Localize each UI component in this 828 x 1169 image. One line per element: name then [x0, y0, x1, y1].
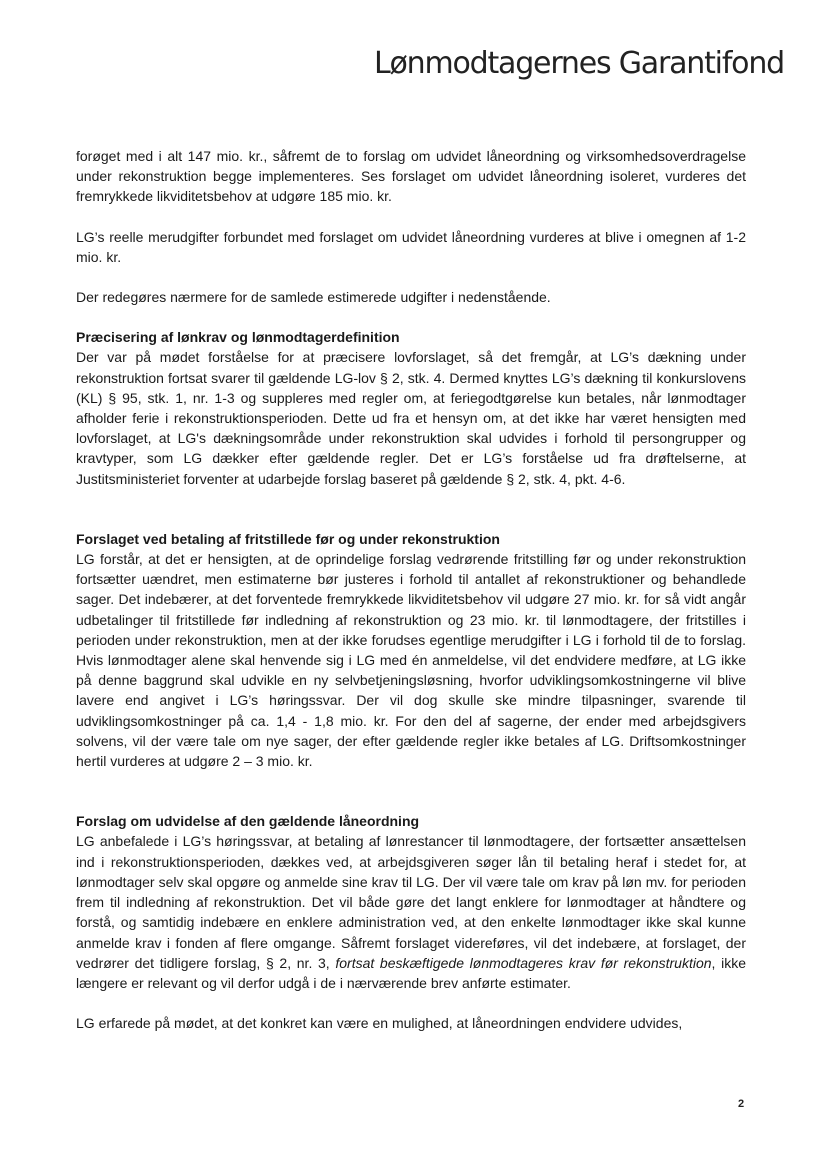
paragraph: LG’s reelle merudgifter forbundet med forslaget om udvidet låneordning vurderes at blive i omegnen af 1-2 mio. kr.	[76, 228, 746, 265]
paragraph: forøget med i alt 147 mio. kr., såfremt de to forslag om udvidet låneordning og virksomhedsoverdragelse under rekonstruktion begge implementeres. Ses forslaget om udvidet låneordning isoleret, vurderes det fremrykkede likviditetsbehov at udgøre 185 mio. kr.	[76, 148, 746, 205]
italic-term: fortsat beskæftigede lønmodtageres krav før rekonstruktion	[335, 954, 712, 971]
section-body: Der var på mødet forståelse for at præcisere lovforslaget, så det fremgår, at LG’s dækning under rekonstruktion fortsat svarer til gældende LG-lov § 2, stk. 4. Dermed knyttes LG’s dækning til konkurslovens (KL) § 95, stk. 1, nr. 1-3 og suppleres med regler om, at feriegodtgørelse kun betales, når lønmodtager afholder ferie i rekonstruktionsperioden. Dette ud fra et hensyn om, at det ikke har været hensigten med lovforslaget, at LG's dækningsområde under rekonstruktion skal udvides i forhold til persongrupper og kravtyper, som LG dækker efter gældende regler. Det er LG’s forståelse ud fra drøftelserne, at Justitsministeriet forventer at udarbejde forslag baseret på gældende § 2, stk. 4, pkt. 4-6.	[76, 349, 746, 487]
section-heading: Forslag om udvidelse af den gældende låneordning	[76, 813, 420, 830]
section-body	[76, 831, 746, 993]
body-text: , ikke længere er relevant og vil derfor udgå i de i nærværende brev anførte estimater.	[76, 954, 746, 991]
body-text: LG anbefalede i LG’s høringssvar, at betaling af lønrestancer til lønmodtagere, der fortsætter ansættelsen ind i rekonstruktionsperioden, dækkes ved, at arbejdsgiveren søger lån til betaling heraf i stedet for, at lønmodtager selv skal opgøre og anmelde sine krav til LG. Der vil være tale om krav på løn mv. for perioden frem til indledning af rekonstruktion. Det vil både gøre det langt enklere for lønmodtager at håndtere og forstå, og samtidig indebære en enklere administration ved, at den enkelte lønmodtager ikke skal kunne anmelde krav i fonden af flere omgange. Såfremt forslaget videreføres, vil det indebære, at forslaget, der vedrører det tidligere forslag, § 2, nr. 3,	[76, 833, 746, 971]
section-heading: Præcisering af lønkrav og lønmodtagerdefinition	[76, 329, 400, 346]
letter-body	[76, 146, 746, 1033]
paragraph: Der redegøres nærmere for de samlede estimerede udgifter i nedenstående.	[76, 289, 551, 306]
paragraph: LG erfarede på mødet, at det konkret kan være en mulighed, at låneordningen endvidere udvides,	[76, 1015, 683, 1032]
page-number: 2	[738, 1098, 745, 1110]
section-heading: Forslaget ved betaling af fritstillede før og under rekonstruktion	[76, 530, 500, 547]
section-body: LG forstår, at det er hensigten, at de oprindelige forslag vedrørende fritstilling før og under rekonstruktion fortsætter uændret, men estimaterne bør justeres i forhold til antallet af rekonstruktioner og behandlede sager. Det indebærer, at det forventede fremrykkede likviditetsbehov vil udgøre 27 mio. kr. for så vidt angår udbetalinger til fritstillede før indledning af rekonstruktion og 23 mio. kr. til lønmodtagere, der fritstilles i perioden under rekonstruktion, men at der ikke forudses egentlige merudgifter i LG i forhold til de to forslag. Hvis lønmodtager alene skal henvende sig i LG med én anmeldelse, vil det endvidere medføre, at LG ikke på denne baggrund skal udvikle en ny selvbetjeningsløsning, hvorfor udviklingsomkostningerne vil blive lavere end angivet i LG’s høringssvar. Der vil dog skulle ske mindre tilpasninger, svarende til udviklingsomkostninger på ca. 1,4 - 1,8 mio. kr. For den del af sagerne, der ender med arbejdsgivers solvens, vil der være tale om nye sager, der efter gældende regler ikke betales af LG. Driftsomkostninger hertil vurderes at udgøre 2 – 3 mio. kr.	[76, 551, 746, 770]
organization-title: Lønmodtagernes Garantifond	[373, 46, 784, 81]
